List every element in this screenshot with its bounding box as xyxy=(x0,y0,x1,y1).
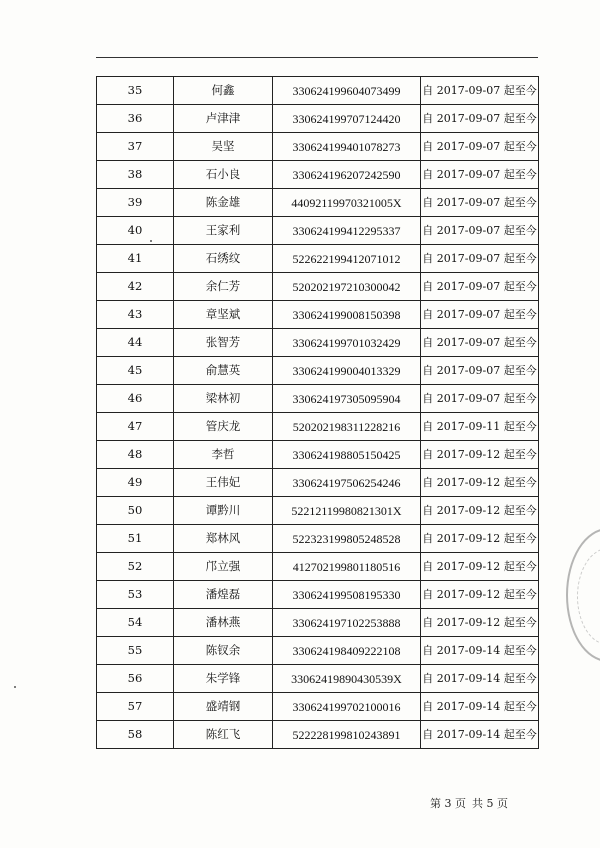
row-number: 44 xyxy=(97,329,174,357)
row-number: 57 xyxy=(97,693,174,721)
row-number: 35 xyxy=(97,77,174,105)
header-rule xyxy=(96,57,538,58)
start-date: 自 2017-09-07 起至今 xyxy=(421,357,539,385)
id-number: 33062419890430539X xyxy=(273,665,421,693)
start-date: 自 2017-09-07 起至今 xyxy=(421,217,539,245)
row-number: 53 xyxy=(97,581,174,609)
start-date: 自 2017-09-07 起至今 xyxy=(421,385,539,413)
person-name: 石小良 xyxy=(174,161,273,189)
table-row xyxy=(97,245,539,273)
row-number: 58 xyxy=(97,721,174,749)
start-date: 自 2017-09-07 起至今 xyxy=(421,133,539,161)
scan-speck xyxy=(14,686,16,688)
id-number: 330624199604073499 xyxy=(273,77,421,105)
start-date: 自 2017-09-07 起至今 xyxy=(421,77,539,105)
table-row xyxy=(97,469,539,497)
row-number: 50 xyxy=(97,497,174,525)
row-number: 47 xyxy=(97,413,174,441)
id-number: 330624199707124420 xyxy=(273,105,421,133)
row-number: 36 xyxy=(97,105,174,133)
person-name: 潘林燕 xyxy=(174,609,273,637)
row-number: 52 xyxy=(97,553,174,581)
id-number: 44092119970321005X xyxy=(273,189,421,217)
person-name: 余仁芳 xyxy=(174,273,273,301)
id-number: 52212119980821301X xyxy=(273,497,421,525)
page-number: 第 3 页 xyxy=(430,797,466,810)
table-row xyxy=(97,217,539,245)
row-number: 54 xyxy=(97,609,174,637)
row-number: 40 xyxy=(97,217,174,245)
person-name: 卢津津 xyxy=(174,105,273,133)
start-date: 自 2017-09-12 起至今 xyxy=(421,609,539,637)
table-row xyxy=(97,441,539,469)
table-row xyxy=(97,273,539,301)
row-number: 49 xyxy=(97,469,174,497)
id-number: 330624199004013329 xyxy=(273,357,421,385)
table-row xyxy=(97,189,539,217)
person-name: 李哲 xyxy=(174,441,273,469)
row-number: 51 xyxy=(97,525,174,553)
row-number: 43 xyxy=(97,301,174,329)
table-row xyxy=(97,637,539,665)
start-date: 自 2017-09-07 起至今 xyxy=(421,189,539,217)
person-name: 管庆龙 xyxy=(174,413,273,441)
table-row xyxy=(97,105,539,133)
start-date: 自 2017-09-12 起至今 xyxy=(421,553,539,581)
person-name: 石绣纹 xyxy=(174,245,273,273)
id-number: 522228199810243891 xyxy=(273,721,421,749)
id-number: 330624199508195330 xyxy=(273,581,421,609)
table-row xyxy=(97,525,539,553)
table-row xyxy=(97,497,539,525)
id-number: 330624197506254246 xyxy=(273,469,421,497)
id-number: 330624199412295337 xyxy=(273,217,421,245)
table-row xyxy=(97,665,539,693)
person-name: 盛靖钢 xyxy=(174,693,273,721)
id-number: 520202197210300042 xyxy=(273,273,421,301)
row-number: 42 xyxy=(97,273,174,301)
row-number: 38 xyxy=(97,161,174,189)
id-number: 330624199701032429 xyxy=(273,329,421,357)
id-number: 520202198311228216 xyxy=(273,413,421,441)
table-row xyxy=(97,133,539,161)
person-name: 朱学锋 xyxy=(174,665,273,693)
id-number: 330624197102253888 xyxy=(273,609,421,637)
person-name: 潘煌磊 xyxy=(174,581,273,609)
start-date: 自 2017-09-12 起至今 xyxy=(421,525,539,553)
id-number: 330624198805150425 xyxy=(273,441,421,469)
table-row xyxy=(97,301,539,329)
person-name: 陈红飞 xyxy=(174,721,273,749)
table-row xyxy=(97,161,539,189)
start-date: 自 2017-09-07 起至今 xyxy=(421,273,539,301)
table-row xyxy=(97,77,539,105)
start-date: 自 2017-09-07 起至今 xyxy=(421,301,539,329)
id-number: 330624199401078273 xyxy=(273,133,421,161)
row-number: 45 xyxy=(97,357,174,385)
id-number: 522323199805248528 xyxy=(273,525,421,553)
scan-speck xyxy=(150,240,152,242)
person-name: 吴坚 xyxy=(174,133,273,161)
id-number: 330624197305095904 xyxy=(273,385,421,413)
person-name: 章坚斌 xyxy=(174,301,273,329)
table-row xyxy=(97,609,539,637)
personnel-table xyxy=(96,76,539,749)
start-date: 自 2017-09-14 起至今 xyxy=(421,637,539,665)
table-row xyxy=(97,693,539,721)
id-number: 522622199412071012 xyxy=(273,245,421,273)
row-number: 55 xyxy=(97,637,174,665)
id-number: 330624199008150398 xyxy=(273,301,421,329)
table-row xyxy=(97,553,539,581)
table-row xyxy=(97,357,539,385)
start-date: 自 2017-09-14 起至今 xyxy=(421,665,539,693)
start-date: 自 2017-09-12 起至今 xyxy=(421,497,539,525)
row-number: 56 xyxy=(97,665,174,693)
person-name: 王伟妃 xyxy=(174,469,273,497)
person-name: 郑林风 xyxy=(174,525,273,553)
start-date: 自 2017-09-07 起至今 xyxy=(421,329,539,357)
person-name: 陈金雄 xyxy=(174,189,273,217)
person-name: 俞慧英 xyxy=(174,357,273,385)
start-date: 自 2017-09-07 起至今 xyxy=(421,105,539,133)
person-name: 张智芳 xyxy=(174,329,273,357)
page-total: 共 5 页 xyxy=(472,797,508,810)
row-number: 39 xyxy=(97,189,174,217)
start-date: 自 2017-09-12 起至今 xyxy=(421,581,539,609)
table-row xyxy=(97,413,539,441)
table-row xyxy=(97,581,539,609)
start-date: 自 2017-09-07 起至今 xyxy=(421,245,539,273)
start-date: 自 2017-09-11 起至今 xyxy=(421,413,539,441)
row-number: 48 xyxy=(97,441,174,469)
row-number: 37 xyxy=(97,133,174,161)
id-number: 330624198409222108 xyxy=(273,637,421,665)
person-name: 王家利 xyxy=(174,217,273,245)
start-date: 自 2017-09-12 起至今 xyxy=(421,469,539,497)
start-date: 自 2017-09-14 起至今 xyxy=(421,693,539,721)
person-name: 何鑫 xyxy=(174,77,273,105)
row-number: 41 xyxy=(97,245,174,273)
table-row xyxy=(97,329,539,357)
person-name: 陈钗余 xyxy=(174,637,273,665)
person-name: 谭黔川 xyxy=(174,497,273,525)
table-row xyxy=(97,385,539,413)
id-number: 330624196207242590 xyxy=(273,161,421,189)
page-footer xyxy=(430,795,514,811)
person-name: 邝立强 xyxy=(174,553,273,581)
table-body xyxy=(97,77,539,749)
id-number: 330624199702100016 xyxy=(273,693,421,721)
table-row xyxy=(97,721,539,749)
start-date: 自 2017-09-07 起至今 xyxy=(421,161,539,189)
person-name: 梁林初 xyxy=(174,385,273,413)
id-number: 412702199801180516 xyxy=(273,553,421,581)
row-number: 46 xyxy=(97,385,174,413)
start-date: 自 2017-09-14 起至今 xyxy=(421,721,539,749)
start-date: 自 2017-09-12 起至今 xyxy=(421,441,539,469)
